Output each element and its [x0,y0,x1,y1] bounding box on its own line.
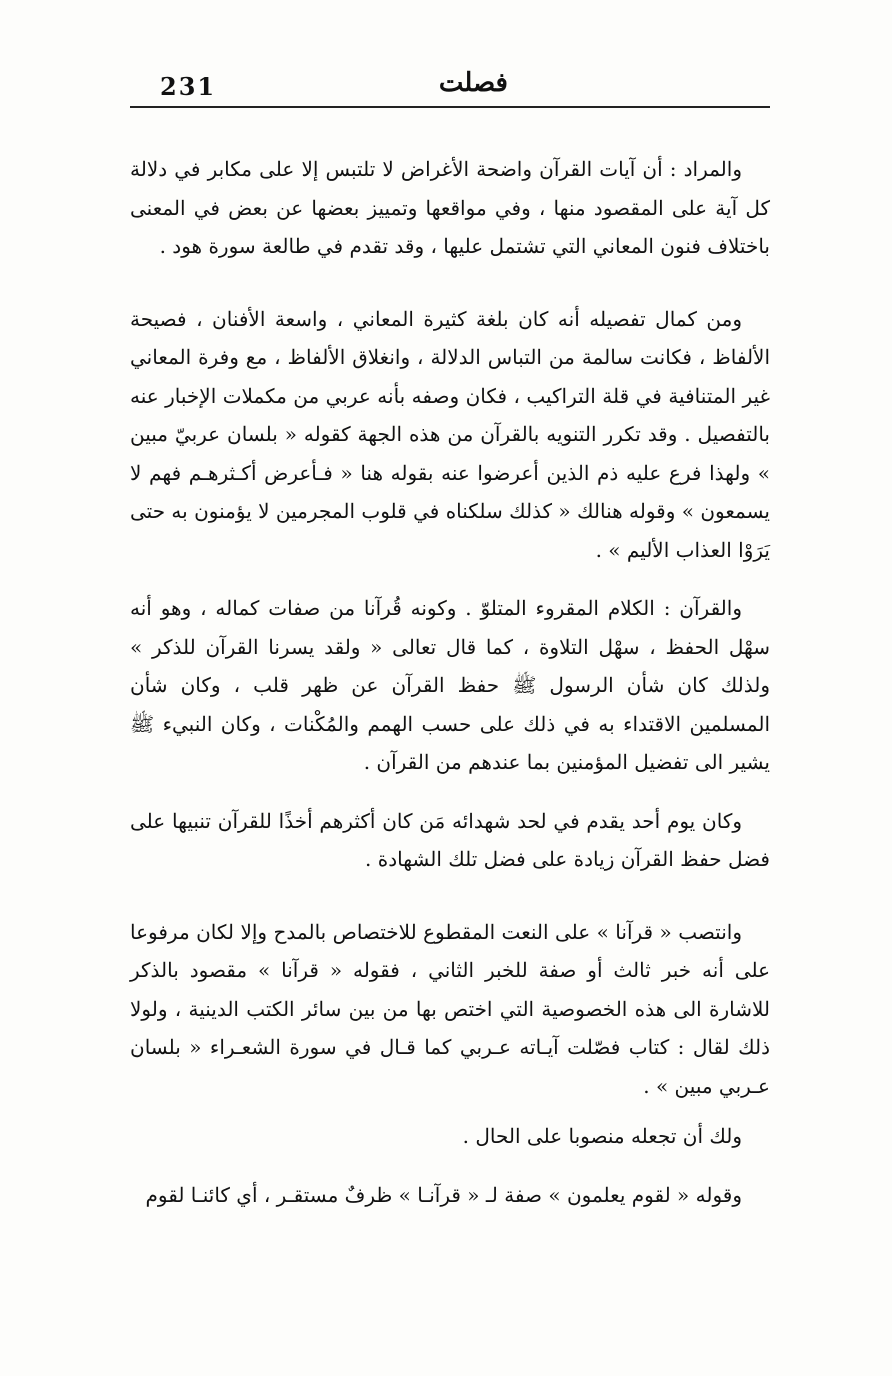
paragraph-uhud: وكان يوم أحد يقدم في لحد شهدائه مَن كان أكثرهم أخذًا للقرآن تنبيها على فضل حفظ القرآن زيادة على فضل تلك الشهادة . [130,808,770,871]
page-header [130,66,770,104]
body-text [130,150,770,1214]
paragraph-li-qawm: وقوله « لقوم يعلمون » صفة لـ « قرآنـا » ظرفٌ مستقـر ، أي كائنـا لقوم [145,1182,742,1207]
running-title: فصلت [438,68,508,98]
page-number: 231 [160,72,217,101]
paragraph-grammar: وانتصب « قرآنا » على النعت المقطوع للاختصاص بالمدح وإلا لكان مرفوعا على أنه خبر ثالث أو صفة للخبر الثاني ، فقوله « قرآنا » مقصود بالذكر للاشارة الى هذه الخصوصية التي اختص بها من بين سائر الكتب الدينية ، ولولا ذلك لقال : كتاب فصّلت آيـاته عـربي كما قـال في سورة الشعـراء « بلسان عـربي مبين » . [130,919,770,1098]
paragraph-tafsil: ومن كمال تفصيله أنه كان بلغة كثيرة المعاني ، واسعة الأفنان ، فصيحة الألفاظ ، فكانت سالمة من التباس الدلالة ، وانغلاق الألفاظ ، مع وفرة المعاني غير المتنافية في قلة التراكيب ، فكان وصفه بأنه عربي من مكملات الإخبار عنه بالتفصيل . وقد تكرر التنويه بالقرآن من هذه الجهة كقوله « بلسان عربيّ مبين » ولهذا فرع عليه ذم الذين أعرضوا عنه بقوله هنا « فـأعرض أكـثرهـم فهم لا يسمعون » وقوله هنالك « كذلك سلكناه في قلوب المجرمين لا يؤمنون به حتى يَرَوْا العذاب الأليم » . [130,306,770,562]
header-rule [130,106,770,108]
paragraph-quran-definition: والقرآن : الكلام المقروء المتلوّ . وكونه قُرآنا من صفات كماله ، وهو أنه سهْل الحفظ ، سهْل التلاوة ، كما قال تعالى « ولقد يسرنا القرآن للذكر » ولذلك كان شأن الرسول ﷺ حفظ القرآن عن ظهر قلب ، وكان شأن المسلمين الاقتداء به في ذلك على حسب الهمم والمُكْنات ، وكان النبيء ﷺ يشير الى تفضيل المؤمنين بما عندهم من القرآن . [130,596,770,774]
paragraph-meaning: والمراد : أن آيات القرآن واضحة الأغراض لا تلتبس إلا على مكابر في دلالة كل آية على المقصود منها ، وفي مواقعها وتمييز بعضها عن بعض في المعنى باختلاف فنون المعاني التي تشتمل عليها ، وقد تقدم في طالعة سورة هود . [130,157,770,258]
paragraph-hal: ولك أن تجعله منصوبا على الحال . [462,1124,742,1148]
